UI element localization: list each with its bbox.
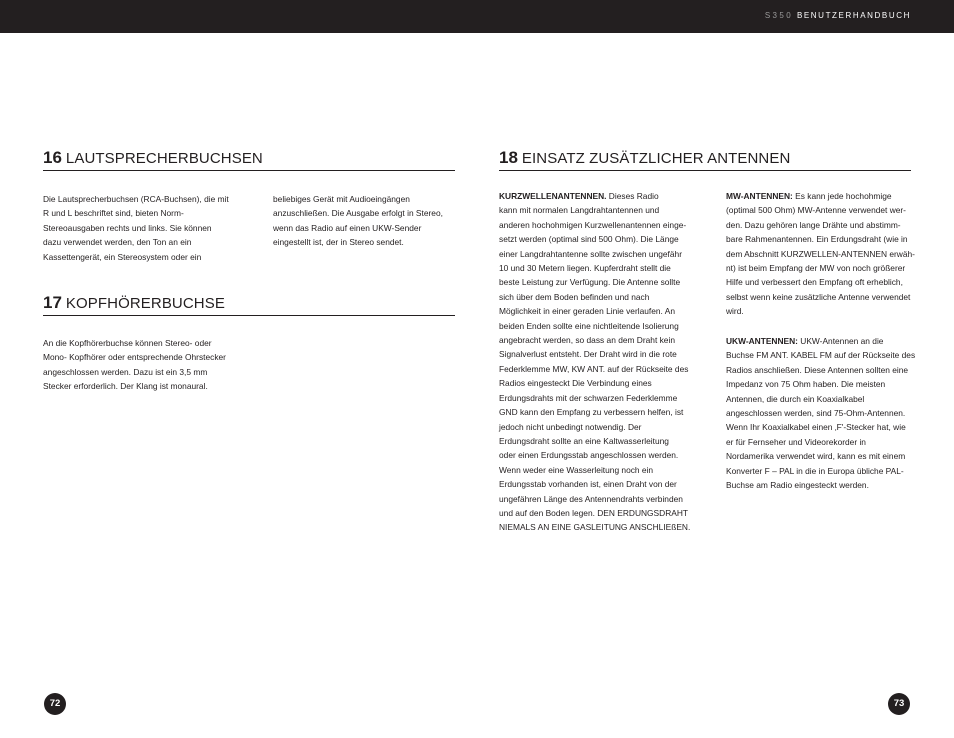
text-line: Federklemme MW, KW ANT. auf der Rückseite des <box>499 363 689 374</box>
section-17-number: 17 <box>43 293 62 312</box>
text-line: nt) ist beim Empfang der MW von noch größerer <box>726 263 906 274</box>
text-line: Erdungsstab vorhanden ist, einen Draht von der <box>499 479 677 490</box>
section-16-col2 <box>273 192 443 250</box>
text-line: bare Rahmenantennen. Ein Erdungsdraht (wie in <box>726 234 908 245</box>
text-line: und auf den Boden legen. DEN ERDUNGSDRAHT <box>499 507 688 518</box>
text-line: Impedanz von 75 Ohm haben. Die meisten <box>726 379 886 390</box>
text-line: wird. <box>726 306 744 317</box>
text-line: jedoch nicht unbedingt notwendig. Der <box>499 421 642 432</box>
text-line: selbst wenn keine zusätzliche Antenne verwendet <box>726 291 911 302</box>
mw-paragraph <box>726 189 915 319</box>
text-line: er für Fernseher und Videorekorder in <box>726 436 866 447</box>
text-line: Signalverlust entsteht. Der Draht wird in die rote <box>499 349 677 360</box>
text-line: Antennen, die durch ein Koaxialkabel <box>726 393 865 404</box>
text-line <box>726 334 915 348</box>
text-line: Mono- Kopfhörer oder entsprechende Ohrstecker <box>43 352 226 363</box>
text-line: einer Langdrahtantenne sollte zwischen ungefähr <box>499 248 682 259</box>
text-line: angebracht werden, so dass an dem Draht kein <box>499 335 675 346</box>
text-line: Möglichkeit in einer geraden Linie verlaufen. An <box>499 306 675 317</box>
mw-lead: MW-ANTENNEN: <box>726 191 793 201</box>
text-line <box>726 189 915 203</box>
section-18-title: EINSATZ ZUSÄTZLICHER ANTENNEN <box>521 150 791 167</box>
text-line: anderen hochohmigen Kurzwellenantennen einge- <box>499 219 687 230</box>
text-line: Radios eingesteckt Die Verbindung eines <box>499 378 652 389</box>
text-line: wenn das Radio auf einen UKW-Sender <box>273 222 422 233</box>
section-18-heading <box>499 148 911 171</box>
text-line: beliebiges Gerät mit Audioeingängen <box>273 194 410 204</box>
text-line: An die Kopfhörerbuchse können Stereo- oder <box>43 338 212 348</box>
text-line: Die Lautsprecherbuchsen (RCA-Buchsen), die mit <box>43 194 229 204</box>
text-line: beiden Enden sollte eine nichtleitende Isolierung <box>499 320 679 331</box>
text-line: Hilfe und verbessert den Empfang oft erheblich, <box>726 277 903 288</box>
text-line: ungefähren Länge des Antennendrahts verbinden <box>499 493 683 504</box>
text-line: Buchse FM ANT. KABEL FM auf der Rückseite des <box>726 350 916 361</box>
page-number-right: 73 <box>888 693 910 715</box>
text-line: Konverter F – PAL in die in Europa übliche PAL- <box>726 465 904 476</box>
text-line: angeschlossen werden. Dazu ist ein 3,5 mm <box>43 366 208 377</box>
ukw-lead: UKW-ANTENNEN: <box>726 336 798 346</box>
section-17-heading <box>43 293 455 316</box>
text-line: eingestellt ist, der in Stereo sendet. <box>273 237 404 248</box>
text-line: setzt werden (optimal sind 500 Ohm). Die Länge <box>499 234 679 245</box>
header-title: BENUTZERHANDBUCH <box>796 11 911 20</box>
text-line: Erdungsdraht sollte an eine Kaltwasserleitung <box>499 435 669 446</box>
text-line: Radios anschließen. Diese Antennen sollten eine <box>726 364 909 375</box>
section-17-text <box>43 336 226 394</box>
text-line: dem Abschnitt KURZWELLEN-ANTENNEN erwäh- <box>726 248 915 259</box>
text-line: Nordamerika verwendet wird, kann es mit einem <box>726 451 906 462</box>
text-line <box>499 189 690 203</box>
text-line: Stereoausgaben rechts und links. Sie können <box>43 222 212 233</box>
ukw-paragraph <box>726 334 915 492</box>
text-line: Buchse am Radio eingesteckt werden. <box>726 480 869 491</box>
kurzwellen-paragraph <box>499 189 690 535</box>
text-line: dazu verwendet werden, den Ton an ein <box>43 237 192 248</box>
kurzwellen-first: Dieses Radio <box>606 191 659 201</box>
kurzwellen-lead: KURZWELLENANTENNEN. <box>499 191 607 201</box>
text-line: anzuschließen. Die Ausgabe erfolgt in Stereo, <box>273 208 443 219</box>
text-line: Kassettengerät, ein Stereosystem oder ein <box>43 251 202 262</box>
text-line: den. Dazu gehören lange Drähte und abstimm- <box>726 219 901 230</box>
page-number-left: 72 <box>44 693 66 715</box>
section-16-title: LAUTSPRECHERBUCHSEN <box>65 150 263 167</box>
text-line: beste Leistung zur Verfügung. Die Antenne sollte <box>499 277 681 288</box>
section-17-title: KOPFHÖRERBUCHSE <box>65 295 225 312</box>
text-line: 10 und 30 Metern liegen. Kupferdraht stellt die <box>499 263 671 274</box>
top-bar <box>0 0 954 33</box>
section-16-heading <box>43 148 455 171</box>
text-line: R und L beschriftet sind, bieten Norm- <box>43 208 184 219</box>
text-line: GND kann den Empfang zu verbessern helfen, ist <box>499 407 684 418</box>
section-16-number: 16 <box>43 148 62 167</box>
mw-first: Es kann jede hochohmige <box>792 191 892 201</box>
text-line: NIEMALS AN EINE GASLEITUNG ANSCHLIEßEN. <box>499 522 691 533</box>
header-model: S350 <box>764 11 794 20</box>
text-line: sich über dem Boden befinden und nach <box>499 291 650 302</box>
text-line: angeschlossen werden, sind 75-Ohm-Antennen. <box>726 408 906 419</box>
text-line: Wenn weder eine Wasserleitung noch ein <box>499 464 654 475</box>
text-line: kann mit normalen Langdrahtantennen und <box>499 205 660 216</box>
section-16-col1 <box>43 192 229 264</box>
text-line: Stecker erforderlich. Der Klang ist monaural. <box>43 381 208 392</box>
text-line: Wenn Ihr Koaxialkabel einen ‚F'-Stecker hat, wie <box>726 422 906 433</box>
text-line: oder einen Erdungsstab angeschlossen werden. <box>499 450 679 461</box>
text-line: (optimal 500 Ohm) MW-Antenne verwendet wer- <box>726 205 906 216</box>
ukw-first: UKW-Antennen an die <box>797 336 884 346</box>
section-18-number: 18 <box>499 148 518 167</box>
text-line: Erdungsdrahts mit der schwarzen Federklemme <box>499 392 678 403</box>
running-header <box>765 11 911 20</box>
